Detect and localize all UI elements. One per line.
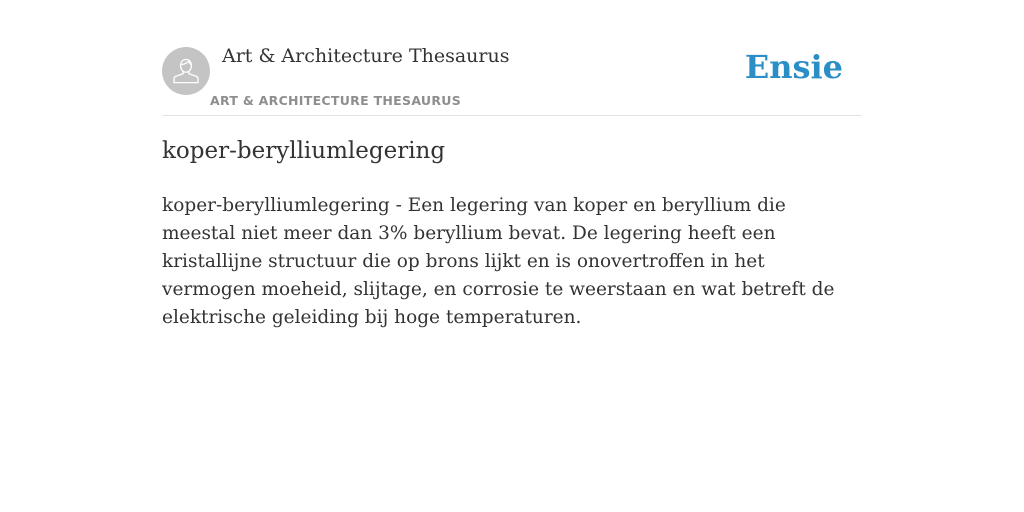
entry-title: koper-berylliumlegering <box>162 138 446 164</box>
entry-header <box>162 0 862 116</box>
category-link[interactable]: ART & ARCHITECTURE THESAURUS <box>210 93 462 108</box>
author-name-link[interactable]: Art & Architecture Thesaurus <box>222 45 510 67</box>
entry-definition: koper-berylliumlegering - Een legering van koper en beryllium die meestal niet meer dan 3% beryllium bevat. De legering heeft een kristallijne structuur die op brons lijkt en is onovertroffen in het vermogen moeheid, slijtage, en corrosie te weerstaan en wat betreft de elektrische geleiding bij hoge temperaturen. <box>162 195 835 328</box>
user-silhouette-icon <box>171 56 201 86</box>
author-avatar[interactable] <box>162 47 210 95</box>
ensie-logo[interactable]: Ensie <box>744 48 843 86</box>
content-container <box>162 0 862 328</box>
